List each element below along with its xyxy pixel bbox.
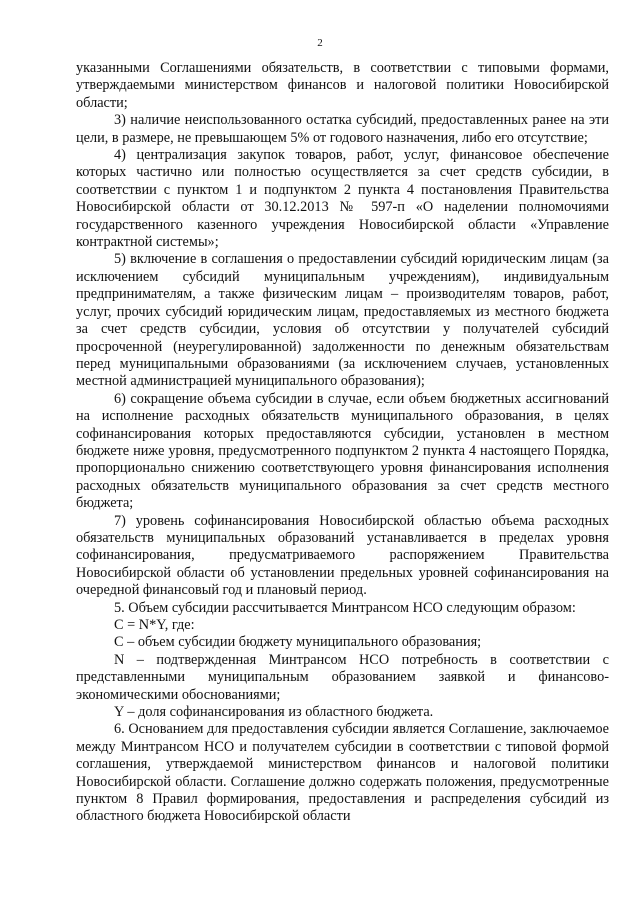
paragraph-definition-n: N – подтвержденная Минтрансом НСО потребность в соответствии с представленными муниципальным образованием заявкой и финансово-экономическими обоснованиями; (76, 651, 609, 703)
page-number: 2 (317, 37, 323, 49)
paragraph-section-5: 5. Объем субсидии рассчитывается Минтрансом НСО следующим образом: (114, 599, 576, 616)
document-body (76, 60, 609, 826)
paragraph-definition-y: Y – доля софинансирования из областного бюджета. (114, 704, 434, 721)
paragraph-item-4: 4) централизация закупок товаров, работ, услуг, финансовое обеспечение которых частично или полностью осуществляется за счет средств субсидии, в соответствии с пунктом 1 и подпунктом 2 пункта 4 постановления Правительства Новосибирской области от 30.12.2013 № 597-п «О наделении полномочиями государственного казенного учреждения Новосибирской области «Управление контрактной системы»; (76, 147, 609, 251)
paragraph-item-5: 5) включение в соглашения о предоставлении субсидий юридическим лицам (за исключением субсидий муниципальным учреждениям), индивидуальным предпринимателям, а также физическим лицам – производителям товаров, работ, услуг, прочих субсидий юридическим лицам, предоставляемых из местного бюджета за счет средств субсидии, условия об отсутствии у получателей субсидий просроченной (неурегулированной) задолженности по денежным обязательствам перед муниципальными образованиями (за исключением случаев, установленных местной администрацией муниципального образования); (76, 251, 609, 390)
paragraph-definition-c: С – объем субсидии бюджету муниципального образования; (114, 634, 482, 651)
paragraph-section-6: 6. Основанием для предоставления субсидии является Соглашение, заключаемое между Минтрансом НСО и получателем субсидии в соответствии с типовой формой соглашения, утверждаемой министерством финансов и налоговой политики Новосибирской области. Соглашение должно содержать положения, предусмотренные пунктом 8 Правил формирования, предоставления и распределения субсидий из областного бюджета Новосибирской области (76, 721, 609, 825)
paragraph-item-6: 6) сокращение объема субсидии в случае, если объем бюджетных ассигнований на исполнение расходных обязательств муниципального образования, в целях софинансирования которых предоставляются субсидии, установлен в местном бюджете ниже уровня, предусмотренного подпунктом 2 пункта 4 настоящего Порядка, пропорционально снижению соответствующего уровня финансирования исполнения расходных обязательств муниципального образования за счет средств местного бюджета; (76, 390, 609, 512)
paragraph-continuation: указанными Соглашениями обязательств, в соответствии с типовыми формами, утверждаемыми министерством финансов и налоговой политики Новосибирской области; (76, 60, 609, 111)
paragraph-item-3: 3) наличие неиспользованного остатка субсидий, предоставленных ранее на эти цели, в размере, не превышающем 5% от годового назначения, либо его отсутствие; (76, 112, 609, 146)
paragraph-formula: С = N*Y, где: (114, 617, 195, 633)
paragraph-item-7: 7) уровень софинансирования Новосибирской областью объема расходных обязательств муниципальных образований устанавливается в пределах уровня софинансирования, предусматриваемого распоряжением Правительства Новосибирской области об установлении предельных уровней софинансирования на очередной финансовый год и плановый период. (76, 512, 609, 599)
